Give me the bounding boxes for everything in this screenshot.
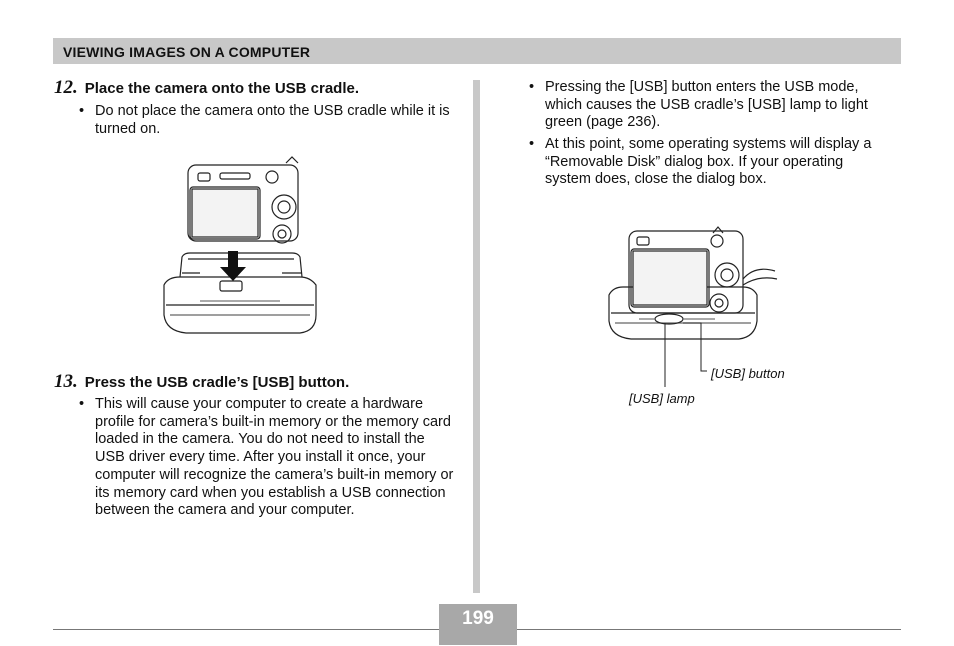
bullet-item (79, 103, 457, 138)
bullet-text: This will cause your computer to create a hardware profile for camera’s built-in memory or the memory card loaded in the camera. You do not need to install the USB driver every time. After you install it once, your computer will recognize the camera’s built-in memory or its memory card when you establish a USB connection between the camera and your computer. (95, 396, 454, 519)
bullet-item (529, 136, 890, 189)
usb-button-callout: [USB] button (711, 366, 785, 381)
step-title: Place the camera onto the USB cradle. (84, 80, 360, 97)
bullet-dot: • (529, 79, 535, 95)
bullet-dot: • (529, 136, 535, 152)
bullet-item (79, 396, 457, 520)
step-13-heading (54, 371, 349, 393)
bullet-text: At this point, some operating systems will display a “Removable Disk” dialog box. If your operating system does, close the dialog box. (545, 136, 872, 188)
step-number: 13. (54, 371, 78, 392)
camera-onto-cradle-illustration (160, 155, 322, 347)
step-12-heading (54, 77, 359, 99)
step-number: 12. (54, 77, 78, 98)
section-title: VIEWING IMAGES ON A COMPUTER (63, 44, 311, 60)
bullet-dot: • (79, 103, 85, 119)
step-title: Press the USB cradle’s [USB] button. (84, 374, 350, 391)
bullet-text: Pressing the [USB] button enters the USB mode, which causes the USB cradle’s [USB] lamp to light green (page 236). (545, 79, 868, 131)
page-number: 199 (462, 608, 494, 629)
usb-lamp-callout: [USB] lamp (629, 391, 695, 406)
section-header-bar (53, 38, 901, 64)
page-number-box (439, 604, 517, 645)
bullet-item (529, 79, 890, 132)
bullet-dot: • (79, 396, 85, 412)
column-divider (473, 80, 480, 593)
bullet-text: Do not place the camera onto the USB cradle while it is turned on. (95, 103, 450, 137)
